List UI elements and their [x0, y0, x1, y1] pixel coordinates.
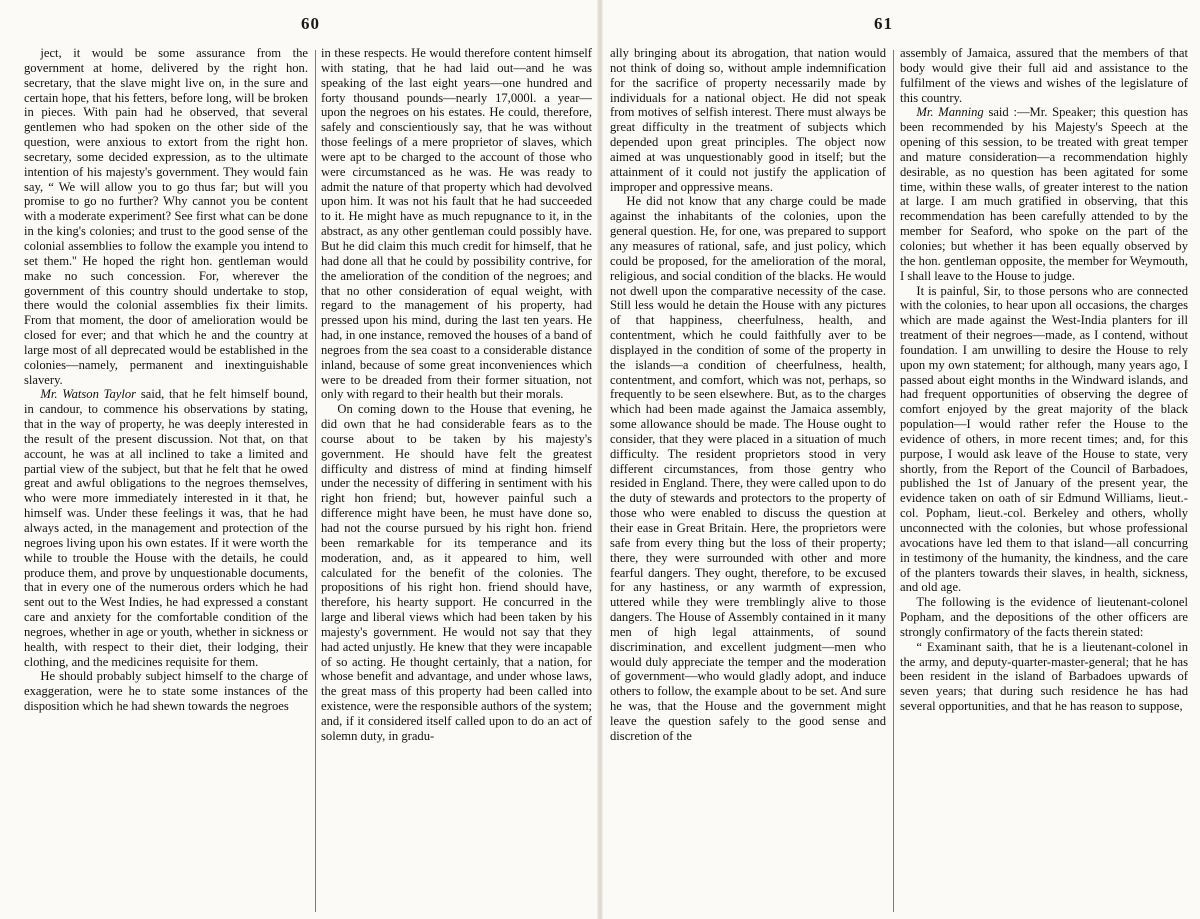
paragraph-text: On coming down to the House that evening, he did own that he had considerable fears as to the course about to be taken by his majesty's government. He should have felt the greatest difficulty and distress of mind at finding himself under the necessity of differing in sentiment with his right hon friend; but, however painful such a difference might have been, he must have done so, had not the course pursued by his right hon. friend been remarkable for its temperance and its moderation, and, as it appeared to him, well calculated for the benefit of the colonies. The propositions of his right hon. friend should have, therefore, his hearty support. He concurred in the large and liberal views which had been taken by his majesty's government. He would not say that they had acted unjustly. He knew that they were incapable of so acting. He thought certainly, that a nation, for whose benefit and advantage, and under whose laws, the great mass of this property had been called into existence, were the responsible authors of the system; and, if it considered itself called upon to do an act of solemn duty, in gradu- — [321, 402, 592, 743]
column-rule-right — [893, 50, 894, 912]
paragraph — [900, 284, 1188, 596]
paragraph-text: ject, it would be some assurance from the government at home, delivered by the right hon. secretary, that the slave might live on, in the sure and certain hope, that his fetters, before long, will be broken in pieces. With pain had he observed, that several gentlemen who had spoken on the other side of the question, were anxious to extort from the right hon. secretary, some decided expression, as to the ultimate intention of his majesty's government. They would fain say, “ We will allow you to go thus far; but will you promise to go no further? Why cannot you be content with a moderate experiment? See first what can be done in the king's colonies; and trust to the good sense of the colonial assemblies to follow the example you intend to set them.'' He hoped the right hon. gentleman would make no such concession. For, wherever the government of this country should undertake to stop, there would the colonial assemblies fix their limits. From that moment, the door of amelioration would be closed for ever; and that which he and the country at large most of all deprecated would be established in the colonies—namely, permanent and inextinguishable slavery. — [24, 46, 308, 387]
paragraph-text: assembly of Jamaica, assured that the members of that body would give their full aid and assistance to the fulfilment of the views and wishes of the legislature of this country. — [900, 46, 1188, 105]
left-page-column-2 — [321, 46, 592, 912]
paragraph — [900, 595, 1188, 640]
paragraph-text: He did not know that any charge could be made against the inhabitants of the colonies, upon the general question. He, for one, was prepared to support any measures of rational, safe, and just policy, which could be proposed, for the amelioration of the moral, religious, and social condition of the blacks. He would not dwell upon the comparative necessity of the case. Still less would he detain the House with any pictures of that happiness, cheerfulness, health, and contentment, which he could faithfully aver to be displayed in the condition of some of the property in the islands—a condition of cheerfulness, health, contentment, and comfort, which was not, perhaps, so frequently to be seen elsewhere. But, as to the charges which had been made against the Jamaica assembly, some allowance should be made. The House ought to consider, that they were placed in a situation of much difficulty. The resident proprietors stood in very different circumstances, from those gentry who resided in England. There, they were called upon to do the duty of stewards and protectors to the property of those who were enabled to discuss the question at their ease in Great Britain. Here, the proprietors were safe from every thing but the loss of their property; there, they were surrounded with other and more fearful dangers. They ought, therefore, to be excused for any hastiness, or any warmth of expression, uttered while they were tremblingly alive to those dangers. The House of Assembly contained in it many men of high legal attainments, of sound discrimination, and excellent judgment—men who would duly appreciate the temper and the moderation of government—who would gladly adopt, and induce others to follow, the example about to be set. And sure he was, that the House and the government might leave the question safely to the good sense and discretion of the — [610, 194, 886, 743]
paragraph — [900, 640, 1188, 714]
paragraph — [900, 105, 1188, 283]
right-page-column-2 — [900, 46, 1188, 912]
speaker-name: Mr. Watson Taylor — [40, 387, 137, 402]
page-number-left: 60 — [301, 14, 320, 33]
paragraph — [321, 46, 592, 402]
column-rule-left — [315, 50, 316, 912]
paragraph-text: in these respects. He would therefore content himself with stating, that he had laid out—and he was speaking of the last eight years—one hundred and forty thousand pounds—nearly 17,000l. a year—upon the negroes on his estates. He could, therefore, safely and conscientiously say, that he was without those feelings of a mere proprietor of slaves, which were apt to be charged to the account of those who were circumstanced as he was. He was ready to admit the nature of that property which had devolved upon him. It was not his fault that he had succeeded to it. He might have as much repugnance to it, in the abstract, as any other gentleman could possibly have. But he did claim this much credit for himself, that he had done all that he could by possibility contrive, for the amelioration of the condition of the negroes; and that no other consideration of equal weight, with regard to the management of his property, had pressed upon his mind, during the last ten years. He had, in one instance, removed the houses of a band of negroes from the sea coast to a considerable distance inland, because of some great inconveniences which were to be dreaded from their former situation, not only with regard to their health but their morals. — [321, 46, 592, 402]
paragraph-text: It is painful, Sir, to those persons who are connected with the colonies, to hear upon all occasions, the charges which are made against the West-India planters for ill treatment of their negroes—made, as I contend, without foundation. I am unwilling to desire the House to rely upon my own statement; for although, many years ago, I passed about eight months in the Windward islands, and had frequent opportunities of observing the degree of comfort enjoyed by the great majority of the black population—I would rather refer the House to the evidence of others, in more recent times; and, for this purpose, I would ask leave of the House to state, very shortly, from the Report of the Council of Barbadoes, published the 1st of January of the present year, the evidence taken on oath of sir Edmund Williams, lieut.-col. Popham, lieut.-col. Berkeley and others, wholly unconnected with the colonies, but whose professional avocations have led them to that island—all concurring in testimony of the humanity, the kindness, and the care of the planters towards their slaves, in health, sickness, and old age. — [900, 283, 1188, 595]
paragraph-text: “ Examinant saith, that he is a lieutenant-colonel in the army, and deputy-quarter-master-general; that he has been resident in the island of Barbadoes upwards of seven years; that during such residence he has had several opportunities, and that he has reason to suppose, — [900, 639, 1188, 714]
paragraph-text: He should probably subject himself to the charge of exaggeration, were he to state some instances of the disposition which he had shewn towards the negroes — [24, 669, 308, 714]
paragraph — [24, 46, 308, 387]
paragraph-text: The following is the evidence of lieutenant-colonel Popham, and the depositions of the other officers are strongly confirmatory of the facts therein stated: — [900, 595, 1188, 639]
left-page-column-1 — [24, 46, 308, 912]
paragraph-text: ally bringing about its abrogation, that nation would not think of doing so, without ample indemnification for the sacrifice of property necessarily made by individuals for a national object. He did not speak from motives of selfish interest. There must always be great difficulty in the treatment of subjects which depended upon great principles. The object now aimed at was unquestionably good in itself; but the attainment of it could not justify the application of improper and oppressive means. — [610, 46, 886, 194]
paragraph — [321, 402, 592, 743]
paragraph-text: said, that he felt himself bound, in candour, to commence his observations by stating, that in the way of property, he was deeply interested in the result of the present discussion. Not that, on that account, he was at all inclined to take a limited and partial view of the subject, but that he felt that he owed great and awful obligations to the negroes themselves, who were more immediately interested in it that, he himself was. Under these feelings it was, that he had always acted, in the management and protection of the negroes living upon his own estates. If it were worth the while to trouble the House with the details, he could produce them, and prove by unquestionable documents, that in every one of the numerous orders which he had sent out to the West Indies, he had expressed a constant care and anxiety for the comfortable condition of the negroes, whether in age or youth, whether in sickness or health, with respect to their diet, their lodging, their clothing, and the medicines requisite for them. — [24, 387, 308, 669]
page-number-right: 61 — [874, 14, 893, 33]
right-page-column-1 — [610, 46, 886, 912]
paragraph — [610, 194, 886, 743]
paragraph — [24, 387, 308, 669]
paragraph — [610, 46, 886, 194]
paragraph-text: said :—Mr. Speaker; this question has been recommended by his Majesty's Speech at the opening of this session, to be treated with great temper and mature consideration—a recommendation highly desirable, as no question has been agitated for some time, within these walls, of greater interest to the nation at large. I am much gratified in observing, that this recommendation has been carefully attended to by the member for Seaford, who spoke on the part of the colonies; but whether it has been equally observed by the hon. gentleman opposite, the member for Weymouth, I shall leave to the House to judge. — [900, 105, 1188, 283]
speaker-name: Mr. Manning — [916, 105, 984, 120]
paragraph — [24, 669, 308, 714]
page-gutter — [597, 0, 603, 919]
paragraph — [900, 46, 1188, 105]
